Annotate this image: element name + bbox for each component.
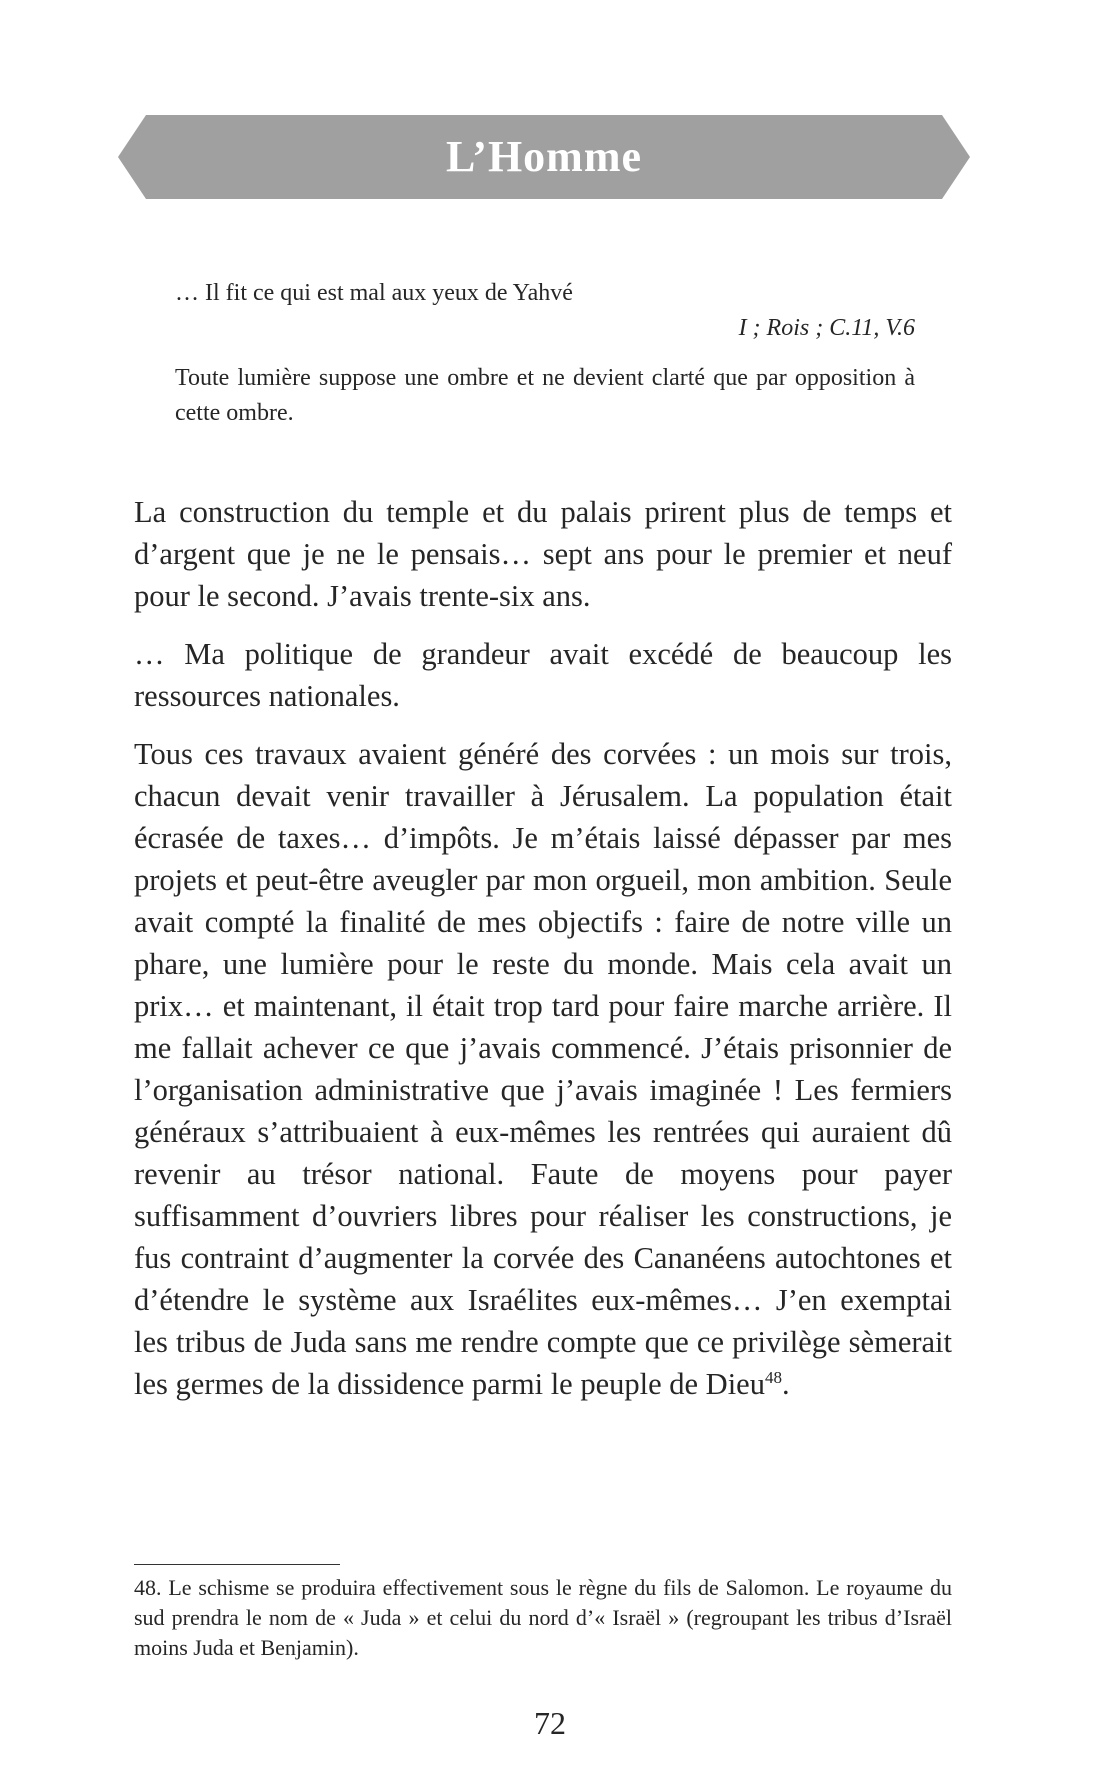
epigraph-quote: … Il fit ce qui est mal aux yeux de Yahvé bbox=[175, 280, 573, 306]
paragraph-2: … Ma politique de grandeur avait excédé de beaucoup les ressources nationales. bbox=[134, 637, 952, 713]
epigraph-reference: I ; Rois ; C.11, V.6 bbox=[738, 315, 915, 341]
paragraph-3 bbox=[134, 733, 952, 1405]
body-text bbox=[134, 491, 952, 1421]
chapter-banner bbox=[118, 115, 970, 199]
paragraph-3-end: . bbox=[781, 1367, 790, 1401]
footnote-reference[interactable]: 48 bbox=[764, 1368, 782, 1387]
chapter-title: L’Homme bbox=[445, 132, 643, 181]
page-number: 72 bbox=[534, 1705, 566, 1741]
epigraph-maxim: Toute lumière suppose une ombre et ne devient clarté que par opposition à cette ombre. bbox=[175, 365, 915, 426]
paragraph-1: La construction du temple et du palais prirent plus de temps et d’argent que je ne le pensais… sept ans pour le premier et neuf pour le second. J’avais trente-six ans. bbox=[134, 495, 952, 613]
footnote-separator bbox=[134, 1564, 340, 1565]
paragraph-3-text: Tous ces travaux avaient généré des corvées : un mois sur trois, chacun devait venir travailler à Jérusalem. La population était écrasée de taxes… d’impôts. Je m’étais laissé dépasser par mes projets et peut-être aveugler par mon orgueil, mon ambition. Seule avait compté la finalité de mes objectifs : faire de notre ville un phare, une lumière pour le reste du monde. Mais cela avait un prix… et maintenant, il était trop tard pour faire marche arrière. Il me fallait achever ce que j’avais commencé. J’étais prisonnier de l’organisation administrative que j’avais imaginée ! Les fermiers généraux s’attribuaient à eux-mêmes les rentrées qui auraient dû revenir au trésor national. Faute de moyens pour payer suffisamment d’ouvriers libres pour réaliser les constructions, je fus contraint d’augmenter la corvée des Cananéens autochtones et d’étendre le système aux Israélites eux-mêmes… J’en exemptai les tribus de Juda sans me rendre compte que ce privilège sèmerait les germes de la dissidence parmi le peuple de Dieu bbox=[134, 737, 952, 1401]
footnote-48: 48. Le schisme se produira effectivement sous le règne du fils de Salomon. Le royaume du sud prendra le nom de « Juda » et celui du nord d’« Israël » (regroupant les tribus d’Israël moins Juda et Benjamin). bbox=[134, 1575, 952, 1660]
